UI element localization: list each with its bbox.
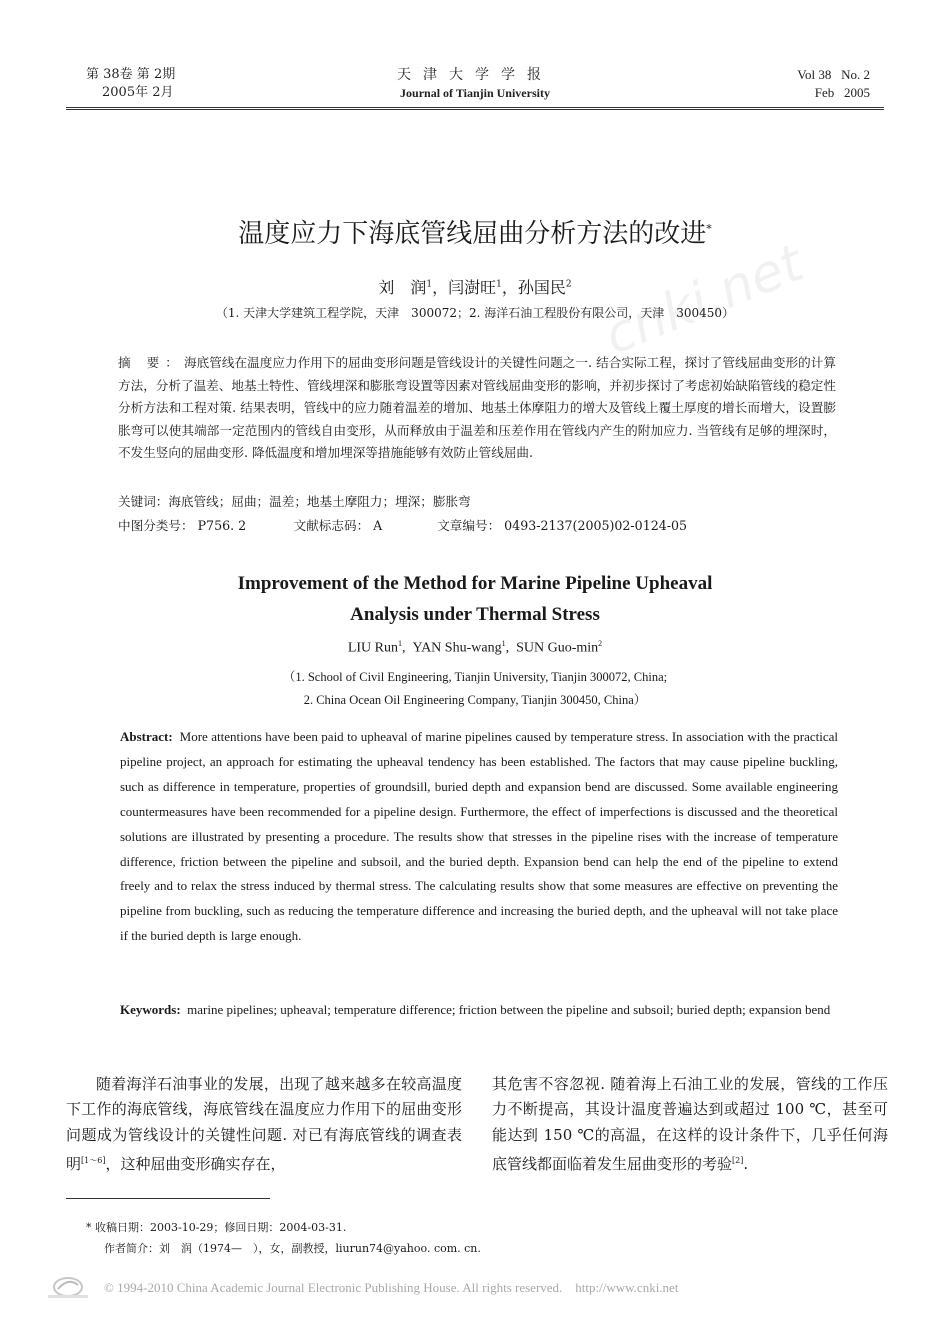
header-rule [66, 107, 884, 110]
journal-name [300, 66, 650, 102]
affiliation-en [0, 666, 950, 712]
footnote-received-date: * 收稿日期：2003-10-29；修回日期：2004-03-31. [86, 1221, 347, 1234]
author-affil-mark: 1 [426, 279, 433, 290]
title-en-line1: Improvement of the Method for Marine Pipeline Upheaval [237, 573, 713, 594]
cnki-logo-icon [46, 1273, 90, 1301]
journal-volume-info-en [740, 66, 870, 102]
doc-code-value: A [373, 518, 383, 533]
author-name: 刘 润 [378, 278, 427, 297]
abstract-text-en: More attentions have been paid to upheaval of marine pipelines caused by temperature stress. In association with the practical pipeline project, an approach for estimating the upheaval tendency has been established. The factors that may cause pipeline buckling, such as difference in temperature, properties of groundsill, buried depth and expansion bend are discussed. Some available engineering countermeasures have been recommended for a pipeline design. Furthermore, the effect of imperfections is discussed and the theoretical solutions are illustrated by presenting a procedure. The results show that stresses in the pipeline rises with the increase of temperature difference, friction between the pipeline and subsoil, and the buried depth. Expansion bend can help the end of the pipeline to extend freely and to relax the stress induced by thermal stress. The calculating results show that some measures are effective on preventing the pipeline from buckling, such as reducing the temperature difference and increasing the buried depth, and the upheaval will not take place if the buried depth is large enough. [120, 729, 839, 944]
author-affil-mark: 2 [565, 279, 572, 290]
issue-date-en: Feb 2005 [814, 85, 870, 100]
keywords-text-en: marine pipelines; upheaval; temperature difference; friction between the pipeline and subsoil; buried depth; expansion bend [187, 1002, 831, 1017]
keywords-cn [118, 492, 836, 512]
keywords-text-cn: 海底管线；屈曲；温差；地基土摩阻力；埋深；膨胀弯 [168, 494, 471, 509]
title-footnote-mark: * [706, 222, 712, 236]
author-name: 孙国民 [517, 278, 566, 297]
volume-issue: 第 38卷 第 2期 [86, 67, 176, 82]
journal-volume-info [86, 66, 175, 102]
volume-issue-en: Vol 38 No. 2 [797, 67, 870, 82]
affil-en-line1: （1. School of Civil Engineering, Tianjin University, Tianjin 300072, China; [282, 670, 668, 684]
keywords-label-en: Keywords: [120, 1002, 181, 1017]
watermark: cnki.net [596, 233, 812, 367]
body-text: 随着海洋石油事业的发展，出现了越来越多在较高温度下工作的海底管线，海底管线在温度应力作用下的屈曲变形问题成为管线设计的关键性问题. 对已有海底管线的调查表明 [66, 1075, 462, 1174]
journal-name-en: Journal of Tianjin University [400, 86, 550, 100]
author-name-en: YAN Shu-wang [412, 640, 502, 656]
author-name: 闫澍旺 [448, 278, 497, 297]
author-name-en: SUN Guo-min [516, 640, 599, 656]
author-affil-mark: 1 [496, 279, 502, 290]
title-en-line2: Analysis under Thermal Stress [350, 604, 600, 625]
doc-code-label: 文献标志码： [293, 518, 370, 533]
authors-cn: 刘 润$^1$，闫澍旺$^1$，孙国民$^2$ [378, 278, 572, 297]
paper-title-cn [0, 213, 950, 250]
footnote-rule [66, 1198, 270, 1199]
clc-label: 中图分类号： [118, 518, 194, 533]
journal-name-cn: 天津大学学报 [397, 67, 553, 83]
article-id-value: 0493-2137(2005)02-0124-05 [504, 518, 688, 533]
author-affil-mark: 1 [501, 639, 506, 648]
keywords-label-cn: 关键词： [118, 494, 169, 509]
body-column-right [492, 1072, 888, 1178]
abstract-label-en: Abstract: [120, 729, 173, 744]
abstract-label-cn: 摘 要： [118, 355, 184, 370]
abstract-cn [118, 352, 836, 465]
author-name-en: LIU Run [347, 640, 399, 656]
title-text: 温度应力下海底管线屈曲分析方法的改进 [238, 219, 707, 249]
body-text: 其危害不容忽视. 随着海上石油工业的发展，管线的工作压力不断提高，其设计温度普遍达到或超过 100 ℃，甚至可能达到 150 ℃的高温，在这样的设计条件下，几乎任何海底管线都面临着发生屈曲变形的考验 [492, 1075, 888, 1174]
affil-en-line2: 2. China Ocean Oil Engineering Company, Tianjin 300450, China） [303, 693, 647, 707]
footnote-author-bio: 作者简介：刘 润（1974— ），女，副教授，liurun74@yahoo. com. cn. [104, 1242, 481, 1255]
author-affil-mark: 2 [598, 639, 603, 648]
authors-en: LIU Run$^1$, YAN Shu-wang$^1$, SUN Guo-$\min^2$ [347, 639, 603, 656]
citation-ref: [1～6] [81, 1156, 106, 1166]
abstract-text-cn: 海底管线在温度应力作用下的屈曲变形问题是管线设计的关键性问题之一. 结合实际工程，探讨了管线屈曲变形的计算方法，分析了温差、地基土特性、管线埋深和膨胀弯设置等因素对管线屈曲变形的影响，并初步探讨了考虑初始缺陷管线的稳定性分析方法和工程对策. 结果表明，管线中的应力随着温差的增加、地基土体摩阻力的增大及管线上覆土厚度的增长而增大，设置膨胀弯可以使其端部一定范围内的管线自由变形，从而释放由于温差和压差作用在管线内产生的附加应力. 当管线有足够的埋深时，不发生竖向的屈曲变形. 降低温度和增加埋深等措施能够有效防止管线屈曲. [118, 355, 836, 461]
body-column-left [66, 1072, 462, 1178]
issue-date-cn: 2005年 2月 [102, 85, 174, 100]
article-id-label: 文章编号： [437, 518, 501, 533]
classification-line [118, 516, 836, 536]
keywords-en [120, 998, 838, 1023]
clc-value: P756. 2 [197, 518, 247, 533]
paper-title-en [0, 568, 950, 630]
abstract-en [120, 725, 838, 949]
body-text: ，这种屈曲变形确实存在， [105, 1155, 286, 1174]
affiliation-cn: （1. 天津大学建筑工程学院，天津 300072；2. 海洋石油工程股份有限公司，天津 300450） [215, 306, 735, 320]
citation-ref: [2] [732, 1156, 744, 1166]
author-affil-mark: 1 [398, 639, 403, 648]
copyright-line: © 1994-2010 China Academic Journal Electronic Publishing House. All rights reserved. http://www.cnki.net [104, 1280, 679, 1295]
body-text: . [743, 1155, 749, 1174]
